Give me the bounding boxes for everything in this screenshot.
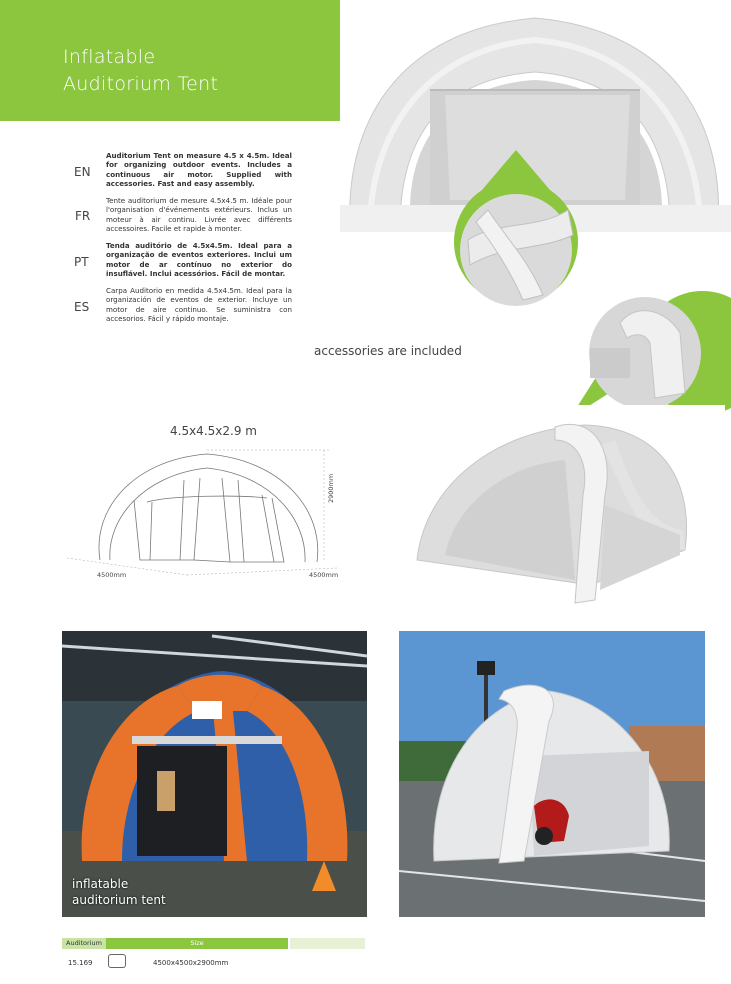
white-tent-outdoor-photo	[399, 631, 705, 917]
orange-tent-photo	[62, 631, 367, 917]
lang-code-es: ES	[74, 300, 90, 314]
table-header-auditorium: Auditorium	[62, 938, 106, 949]
table-row-code: 15.169	[68, 959, 93, 967]
width-right-label: 4500mm	[309, 571, 339, 579]
description-es: Carpa Auditorio en medida 4.5x4.5m. Ideal para la organización de eventos de exterior. Incluye un motor de aire continuo. Se suministra con accesorios. Fácil y rápido montaje.	[106, 286, 292, 324]
description-pt: Tenda auditório de 4.5x4.5m. Ideal para a organização de eventos exteriores. Inclui um motor de ar contínuo no exterior do insuflável. Inclui acessórios. Fácil de montar.	[106, 241, 292, 279]
width-left-label: 4500mm	[97, 571, 127, 579]
lang-code-en: EN	[74, 165, 91, 179]
description-fr: Tente auditorium de mesure 4.5x4.5 m. Idéale pour l'organisation d'événements extérieurs. Inclus un moteur à air continu. Livrée avec différents accessoires. Facile et rapide à monter.	[106, 196, 292, 234]
description-en: Auditorium Tent on measure 4.5 x 4.5m. Ideal for organizing outdoor events. Includes a continuous air motor. Supplied with accessories. Fast and easy assembly.	[106, 151, 292, 189]
detail-photo-1	[448, 150, 584, 340]
lang-code-fr: FR	[75, 209, 91, 223]
table-header-size: Size	[106, 938, 288, 949]
detail-photo-2	[565, 283, 731, 418]
tent-side-photo	[415, 405, 725, 610]
title-line-2: Auditorium Tent	[63, 73, 219, 95]
title-line-1: Inflatable	[63, 46, 156, 68]
photo-caption	[72, 876, 166, 908]
page-title	[63, 44, 218, 98]
table-row-size: 4500x4500x2900mm	[153, 959, 229, 967]
height-label: 2900mm	[327, 473, 335, 503]
caption-line-1: inflatable	[72, 877, 129, 891]
dimensions-title: 4.5x4.5x2.9 m	[170, 424, 257, 438]
accessories-note: accessories are included	[314, 344, 462, 358]
caption-line-2: auditorium tent	[72, 893, 166, 907]
table-header-blank	[290, 938, 365, 949]
order-checkbox[interactable]	[108, 954, 126, 968]
lang-code-pt: PT	[74, 255, 89, 269]
tent-line-drawing	[62, 440, 342, 580]
